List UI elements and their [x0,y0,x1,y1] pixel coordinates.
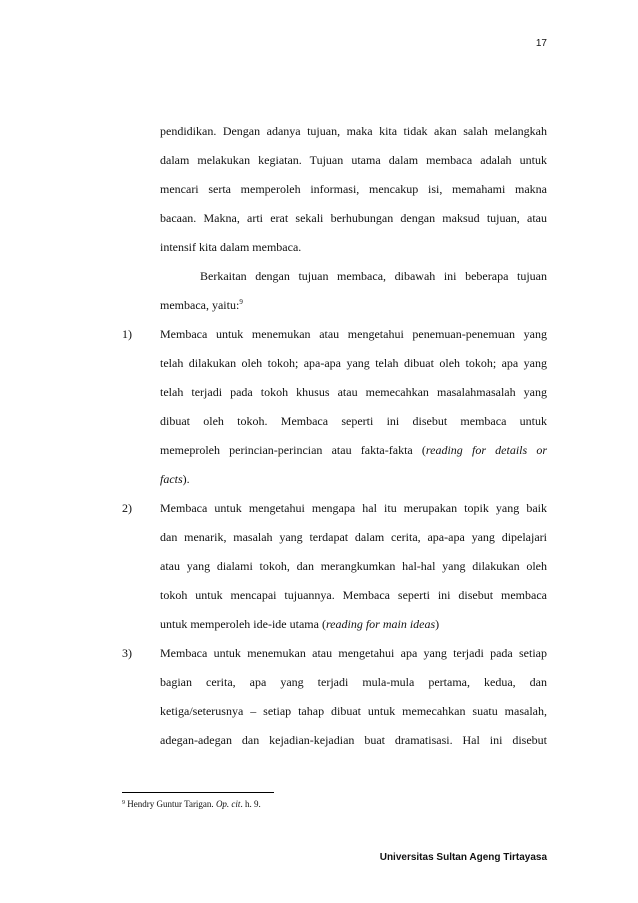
footnote-number: 9 [122,800,125,806]
list-item-2-line-4: tokoh untuk mencapai tujuannya. Membaca seperti ini disebut membaca [160,588,547,602]
paragraph-1-line-1: pendidikan. Dengan adanya tujuan, maka kita tidak akan salah melangkah [160,124,547,138]
list-item-3-number: 3) [122,646,132,660]
list-item-2-line-5-close: ) [435,617,440,631]
list-item-2-line-5 [160,617,547,631]
list-item-3-line-1: Membaca untuk menemukan atau mengetahui apa yang terjadi pada setiap [160,646,547,660]
list-item-1-line-6 [160,472,547,486]
list-item-2-line-2: dan menarik, masalah yang terdapat dalam cerita, apa-apa yang dipelajari [160,530,547,544]
paragraph-1-line-4: bacaan. Makna, arti erat sekali berhubungan dengan maksud tujuan, atau [160,211,547,225]
list-item-2-line-5-italic: reading for main ideas [325,617,436,631]
list-item-3-line-4: adegan-adegan dan kejadian-kejadian buat dramatisasi. Hal ini disebut [160,733,547,747]
footnote-text: Hendry Guntur Tarigan. [127,799,216,809]
list-item-1-line-5-text: memeproleh perincian-perincian atau fakta-fakta ( [160,443,426,457]
list-item-1-line-3: telah terjadi pada tokoh khusus atau memecahkan masalahmasalah yang [160,385,547,399]
list-item-3-line-3: ketiga/seterusnya – setiap tahap dibuat untuk memecahkan suatu masalah, [160,704,547,718]
paragraph-2-line-1: Berkaitan dengan tujuan membaca, dibawah ini beberapa tujuan [200,269,547,283]
list-item-1-line-4: dibuat oleh tokoh. Membaca seperti ini disebut membaca untuk [160,414,547,428]
paragraph-2-line-2 [160,298,547,312]
list-item-1-line-6-text: ). [182,472,190,486]
list-item-3-line-2: bagian cerita, apa yang terjadi mula-mula pertama, kedua, dan [160,675,547,689]
paragraph-1-line-3: mencari serta memperoleh informasi, mencakup isi, memahami makna [160,182,547,196]
footnote [122,799,261,810]
list-item-2-number: 2) [122,501,132,515]
list-item-1-line-5-italic: reading for details or [425,443,548,457]
paragraph-1-line-2: dalam melakukan kegiatan. Tujuan utama dalam membaca adalah untuk [160,153,547,167]
footnote-italic: Op. cit [215,799,241,809]
footer-institution: Universitas Sultan Ageng Tirtayasa [379,852,547,863]
list-item-1-number: 1) [122,327,132,341]
footnote-reference: 9 [239,298,243,306]
list-item-1-line-1: Membaca untuk menemukan atau mengetahui penemuan-penemuan yang [160,327,547,341]
list-item-2-line-5-text: untuk memperoleh ide-ide utama ( [160,617,326,631]
list-item-2-line-3: atau yang dialami tokoh, dan merangkumkan hal-hal yang dilakukan oleh [160,559,547,573]
footnote-divider [122,792,274,793]
paragraph-1-line-5: intensif kita dalam membaca. [160,240,302,254]
paragraph-2-text: membaca, yaitu: [160,298,240,312]
footnote-text-end: . h. 9. [240,799,261,809]
list-item-1-line-2: telah dilakukan oleh tokoh; apa-apa yang telah dibuat oleh tokoh; apa yang [160,356,547,370]
list-item-1-line-6-italic: facts [160,472,183,486]
page-number: 17 [535,38,547,49]
list-item-2-line-1: Membaca untuk mengetahui mengapa hal itu merupakan topik yang baik [160,501,547,515]
list-item-1-line-5 [160,443,547,457]
